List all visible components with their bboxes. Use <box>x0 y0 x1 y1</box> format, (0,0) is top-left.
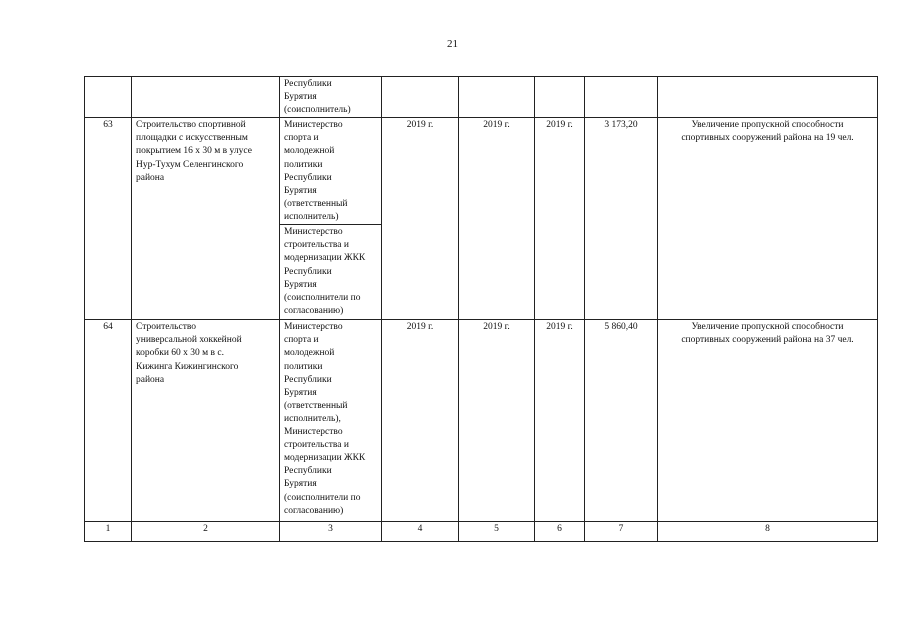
column-index: 1 <box>85 522 132 542</box>
column-index: 5 <box>459 522 535 542</box>
table-row <box>85 320 878 522</box>
table-cell <box>459 77 535 118</box>
executor-cell: Республики Бурятия (соисполнитель) <box>280 77 382 118</box>
project-name: Строительство универсальной хоккейной коробки 60 х 30 м в с. Кижинга Кижингинского района <box>132 320 280 522</box>
table-cell <box>658 77 878 118</box>
continuation-row <box>85 77 878 118</box>
year-cell: 2019 г. <box>535 320 585 522</box>
year-cell: 2019 г. <box>382 118 459 320</box>
table-cell <box>535 77 585 118</box>
column-index: 4 <box>382 522 459 542</box>
table-cell <box>85 77 132 118</box>
column-index: 8 <box>658 522 878 542</box>
table-row <box>85 118 878 225</box>
table-cell <box>585 77 658 118</box>
year-cell: 2019 г. <box>459 320 535 522</box>
result-cell: Увеличение пропускной способности спортивных сооружений района на 37 чел. <box>658 320 878 522</box>
column-index: 7 <box>585 522 658 542</box>
project-name: Строительство спортивной площадки с искусственным покрытием 16 х 30 м в улусе Нур-Тухум Селенгинского района <box>132 118 280 320</box>
column-index: 6 <box>535 522 585 542</box>
row-number: 63 <box>85 118 132 320</box>
year-cell: 2019 г. <box>535 118 585 320</box>
column-index: 2 <box>132 522 280 542</box>
year-cell: 2019 г. <box>459 118 535 320</box>
column-index: 3 <box>280 522 382 542</box>
year-cell: 2019 г. <box>382 320 459 522</box>
column-index-row <box>85 522 878 542</box>
measures-table <box>84 76 878 542</box>
table-cell <box>382 77 459 118</box>
table-cell <box>132 77 280 118</box>
amount-cell: 5 860,40 <box>585 320 658 522</box>
executor-cell: Министерство строительства и модернизации ЖКК Республики Бурятия (соисполнители по согласованию) <box>280 225 382 320</box>
result-cell: Увеличение пропускной способности спортивных сооружений района на 19 чел. <box>658 118 878 320</box>
executor-cell: Министерство спорта и молодежной политики Республики Бурятия (ответственный исполнитель), Министерство строительства и модернизации ЖКК Республики Бурятия (соисполнители по согласованию) <box>280 320 382 522</box>
page-number: 21 <box>447 38 458 50</box>
amount-cell: 3 173,20 <box>585 118 658 320</box>
row-number: 64 <box>85 320 132 522</box>
executor-cell: Министерство спорта и молодежной политики Республики Бурятия (ответственный исполнитель) <box>280 118 382 225</box>
